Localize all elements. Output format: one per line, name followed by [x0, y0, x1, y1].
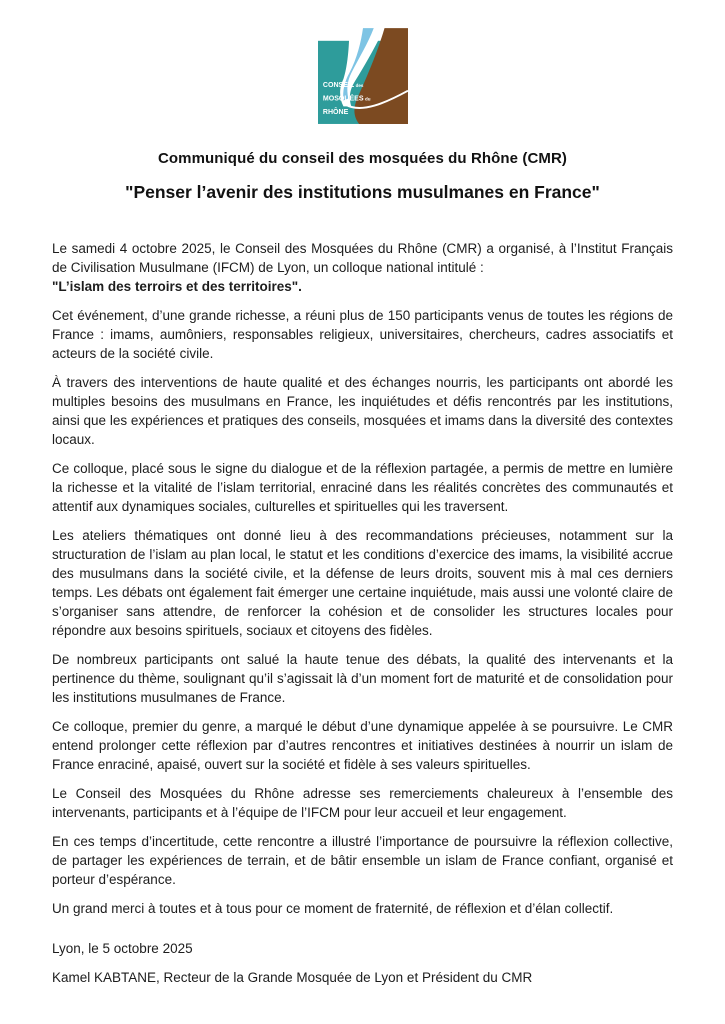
- date-place-line: Lyon, le 5 octobre 2025: [52, 941, 193, 956]
- logo-wordmark-line2: MOSQUÉESdu: [322, 95, 370, 103]
- signature-line: Kamel KABTANE, Recteur de la Grande Mosquée de Lyon et Président du CMR: [52, 970, 533, 985]
- paragraph-ateliers: Les ateliers thématiques ont donné lieu à des recommandations précieuses, notamment sur la structuration de l’islam au plan local, le statut et les conditions d’exercice des imams, la visibilité accrue des musulmans dans la société civile, et la défense de leurs droits, souvent mis à mal ces derniers temps. Les débats ont également fait émerger une certaine inquiétude, mais aussi une volonté claire de s’organiser sans attendre, de renforcer la cohésion et de consolider les structures locales pour répondre aux besoins spirituels, sociaux et citoyens des fidèles.: [52, 528, 673, 638]
- paragraph-closing: Un grand merci à toutes et à tous pour ce moment de fraternité, de réflexion et d’élan collectif.: [52, 901, 614, 916]
- document-body: [52, 239, 673, 987]
- paragraph-dynamique: Ce colloque, premier du genre, a marqué le début d’une dynamique appelée à se poursuivre. Le CMR entend prolonger cette réflexion par d’autres rencontres et initiatives destinées à nourrir un islam de France enraciné, apaisé, ouvert sur la société et fidèle à ses valeurs spirituelles.: [52, 719, 673, 772]
- paragraph-dialogue: Ce colloque, placé sous le signe du dialogue et de la réflexion partagée, a permis de mettre en lumière la richesse et la vitalité de l’islam territorial, enraciné dans les réalités concrètes des communautés et attentif aux dynamiques sociales, culturelles et spirituelles qui les traversent.: [52, 461, 673, 514]
- cmr-logo-icon: [318, 28, 408, 126]
- paragraph-participants: De nombreux participants ont salué la haute tenue des débats, la qualité des intervenants et la pertinence du thème, soulignant qu’il s’agissait là d’un moment fort de maturité et de consolidation pour les institutions musulmanes de France.: [52, 652, 673, 705]
- logo-wordmark-line3: RHÔNE: [322, 109, 348, 117]
- intro-bold-line: "L’islam des terroirs et des territoires".: [52, 279, 302, 294]
- logo-container: [52, 28, 673, 126]
- logo-wordmark-line1: CONSEILdes: [322, 81, 363, 89]
- intro-text: Le samedi 4 octobre 2025, le Conseil des Mosquées du Rhône (CMR) a organisé, à l’Institut Français de Civilisation Musulmane (IFCM) de Lyon, un colloque national intitulé :: [52, 241, 673, 275]
- paragraph-intro: [52, 239, 673, 296]
- paragraph-event: Cet événement, d’une grande richesse, a réuni plus de 150 participants venus de toutes les régions de France : imams, aumôniers, responsables religieux, universitaires, chercheurs, cadres associatifs et acteurs de la société civile.: [52, 308, 673, 361]
- document-title: Communiqué du conseil des mosquées du Rhône (CMR): [157, 150, 568, 167]
- paragraph-incertitude: En ces temps d’incertitude, cette rencontre a illustré l’importance de poursuivre la réflexion collective, de partager les expériences de terrain, et de bâtir ensemble un islam de France confiant, organisé et porteur d’espérance.: [52, 834, 673, 887]
- paragraph-remerciements: Le Conseil des Mosquées du Rhône adresse ses remerciements chaleureux à l’ensemble des intervenants, participants et à l’équipe de l’IFCM pour leur accueil et leur engagement.: [52, 786, 673, 820]
- paragraph-interventions: À travers des interventions de haute qualité et des échanges nourris, les participants ont abordé les multiples besoins des musulmans en France, les inquiétudes et défis rencontrés par les institutions, ainsi que les expériences et pratiques des conseils, mosquées et imams dans la diversité des contextes locaux.: [52, 375, 673, 447]
- document-subtitle: "Penser l’avenir des institutions musulmanes en France": [125, 182, 600, 202]
